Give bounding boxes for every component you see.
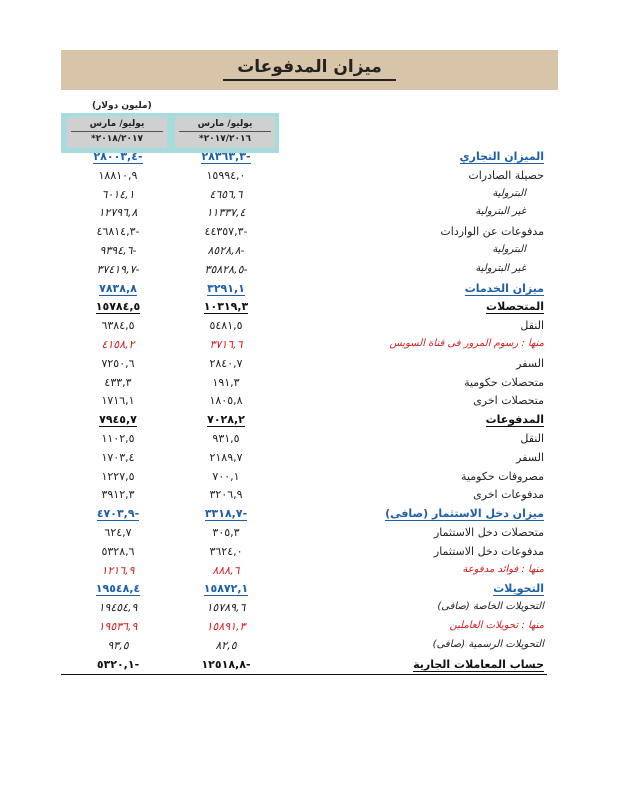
unit-label: (مليون دولار): [92, 101, 152, 111]
value-2017: ٣٥٨٢٨,٥-: [204, 262, 248, 276]
value-2018: ١٧١٦,١: [101, 394, 135, 408]
row-label: متحصلات دخل الاستثمار: [434, 526, 544, 539]
value-2018: ١٢٧٩٦,٨: [98, 206, 138, 220]
column-header-band: [61, 113, 279, 153]
title-banner: [61, 50, 558, 90]
table-row: [0, 526, 618, 544]
value-2018: ٤٦٨١٤,٣-: [96, 225, 140, 239]
value-2017: ٣٧١٦,٦: [209, 338, 243, 351]
table-row: [0, 545, 618, 563]
row-label: السفر: [516, 450, 544, 464]
value-2017: ١٩١,٣: [212, 375, 240, 389]
value-2017: ١٢٥١٨,٨-: [201, 657, 251, 671]
value-2018: ١٨٨١٠,٩: [98, 168, 138, 182]
row-label: البترولية: [492, 244, 526, 255]
row-label: السفر: [516, 356, 544, 370]
column-header-2017: يوليو/ مارس *٢٠١٧/٢٠١٦: [175, 117, 275, 148]
table-row: [0, 300, 618, 318]
value-2017: ١٠٣١٩,٣: [203, 300, 249, 314]
row-label: منها : تحويلات العاملين: [449, 620, 544, 631]
table-row: [0, 206, 618, 224]
table-row: [0, 639, 618, 657]
value-2017: ٤٦٥٦,٦: [209, 187, 243, 201]
value-2018: ٥٣٢٠,١-: [96, 657, 140, 671]
value-2017: ٢١٨٩,٧: [209, 450, 243, 464]
value-2017: ٣٠٥,٣: [212, 526, 240, 539]
row-label: حساب المعاملات الجارية: [413, 657, 544, 671]
value-2018: ٧٢٥٠,٦: [101, 356, 135, 370]
row-label: مدفوعات دخل الاستثمار: [433, 544, 544, 558]
value-2017: ٧٠٢٨,٢: [207, 413, 245, 427]
value-2017: ٣٦٢٤,٠: [209, 544, 243, 558]
value-2018: ١١٠٢,٥: [101, 432, 135, 445]
value-2018: ٣٩١٢,٣: [101, 488, 135, 502]
table-row: [0, 338, 618, 356]
table-row: [0, 564, 618, 582]
value-2018: ٩٣٩٤,٦-: [99, 244, 137, 257]
row-label: المدفوعات: [485, 413, 544, 427]
value-2018: ٦٢٤,٧: [104, 526, 132, 539]
value-2018: ١٢٢٧,٥: [101, 469, 135, 483]
row-label: مدفوعات عن الواردات: [440, 225, 544, 239]
row-label: الميزان التجاري: [459, 150, 544, 163]
value-2018: ٧٩٤٥,٧: [99, 413, 137, 427]
value-2017: ٢٨٤٠,٧: [209, 356, 243, 370]
table-row: [0, 582, 618, 600]
table-row: [0, 470, 618, 488]
value-2018: ١٩٥٤٨,٤: [95, 582, 141, 596]
table-row: [0, 413, 618, 431]
value-2017: ٣٢٠٦,٩: [209, 488, 243, 502]
value-2017: ١٥٧٨٩,٦: [206, 601, 246, 615]
row-label: غير البترولية: [475, 206, 526, 218]
row-label: التحويلات: [493, 582, 544, 596]
value-2017: ٨٢,٥: [215, 638, 237, 652]
table-row: [0, 658, 618, 676]
row-label: مدفوعات اخرى: [473, 488, 544, 502]
row-label: متحصلات اخرى: [473, 394, 544, 408]
value-2017: ١١٣٣٧,٤: [206, 206, 246, 220]
table-row: [0, 488, 618, 506]
value-2017: ٥٤٨١,٥: [209, 319, 243, 333]
value-2018: ٤٣٣,٣: [104, 375, 132, 389]
row-label: التحويلات الرسمية (صافى): [432, 638, 544, 650]
row-label: ميزان دخل الاستثمار (صافى): [385, 507, 544, 521]
table-bottom-rule: [61, 674, 547, 675]
value-2018: ١٢١٦,٩: [101, 563, 135, 577]
value-2018: ٦٠١٤,١: [101, 187, 135, 201]
value-2017: ٤٤٣٥٧,٣-: [204, 225, 248, 239]
row-label: ميزان الخدمات: [464, 281, 544, 295]
table-row: [0, 319, 618, 337]
value-2017: ١٥٩٩٤,٠: [206, 168, 246, 182]
row-label: منها : رسوم المرور فى قناة السويس: [389, 338, 544, 349]
value-2018: ٥٣٢٨,٦: [101, 544, 135, 558]
value-2017: ١٨٠٥,٨: [209, 394, 243, 408]
row-label: حصيلة الصادرات: [468, 168, 544, 182]
table-row: [0, 357, 618, 375]
row-label: النقل: [520, 432, 544, 445]
table-row: [0, 601, 618, 619]
table-row: [0, 188, 618, 206]
table-row: [0, 225, 618, 243]
row-label: متحصلات حكومية: [464, 375, 544, 389]
value-2018: ١٥٧٨٤,٥: [95, 300, 141, 314]
table-row: [0, 169, 618, 187]
value-2018: ١٩٥٣٦,٩: [98, 620, 138, 633]
value-2018: ٦٣٨٤,٥: [101, 319, 135, 333]
value-2017: ١٥٨٧٢,١: [203, 582, 249, 596]
value-2018: ٤٧٠٣,٩-: [96, 507, 140, 521]
table-row: [0, 432, 618, 450]
table-row: [0, 282, 618, 300]
value-2017: ٣٢٩١,١: [207, 281, 245, 295]
row-label: مصروفات حكومية: [461, 469, 544, 483]
table-row: [0, 150, 618, 168]
row-label: غير البترولية: [475, 262, 526, 274]
page-title: ميزان المدفوعات: [61, 57, 558, 77]
value-2018: ١٧٠٣,٤: [101, 450, 135, 464]
value-2018: ٣٧٤١٩,٧-: [96, 262, 140, 276]
value-2017: ١٥٨٩١,٣: [206, 620, 246, 633]
row-label: النقل: [520, 319, 544, 333]
row-label: منها : فوائد مدفوعة: [462, 563, 544, 575]
column-header-2018: يوليو/ مارس *٢٠١٨/٢٠١٧: [67, 117, 167, 148]
row-label: البترولية: [492, 187, 526, 199]
value-2018: ٩٣,٥: [107, 638, 129, 652]
table-row: [0, 263, 618, 281]
value-2017: ٧٠٠,١: [212, 469, 240, 483]
value-2018: ٤١٥٨,٢: [101, 338, 135, 351]
table-row: [0, 394, 618, 412]
table-row: [0, 244, 618, 262]
table-row: [0, 376, 618, 394]
value-2017: ٢٨٣٦٣,٣-: [201, 150, 251, 163]
table-row: [0, 620, 618, 638]
value-2017: ٨٥٢٨,٨-: [207, 244, 245, 257]
value-2018: ٧٨٣٨,٨: [99, 281, 137, 295]
value-2018: ٢٨٠٠٣,٤-: [93, 150, 143, 163]
value-2017: ٩٣١,٥: [212, 432, 240, 445]
value-2018: ١٩٤٥٤,٩: [98, 601, 138, 615]
row-label: التحويلات الخاصة (صافى): [437, 601, 544, 613]
table-row: [0, 451, 618, 469]
value-2017: ٣٣١٨,٧-: [204, 507, 248, 521]
value-2017: ٨٨٨,٦: [212, 563, 240, 577]
row-label: المتحصلات: [486, 300, 544, 314]
table-row: [0, 507, 618, 525]
